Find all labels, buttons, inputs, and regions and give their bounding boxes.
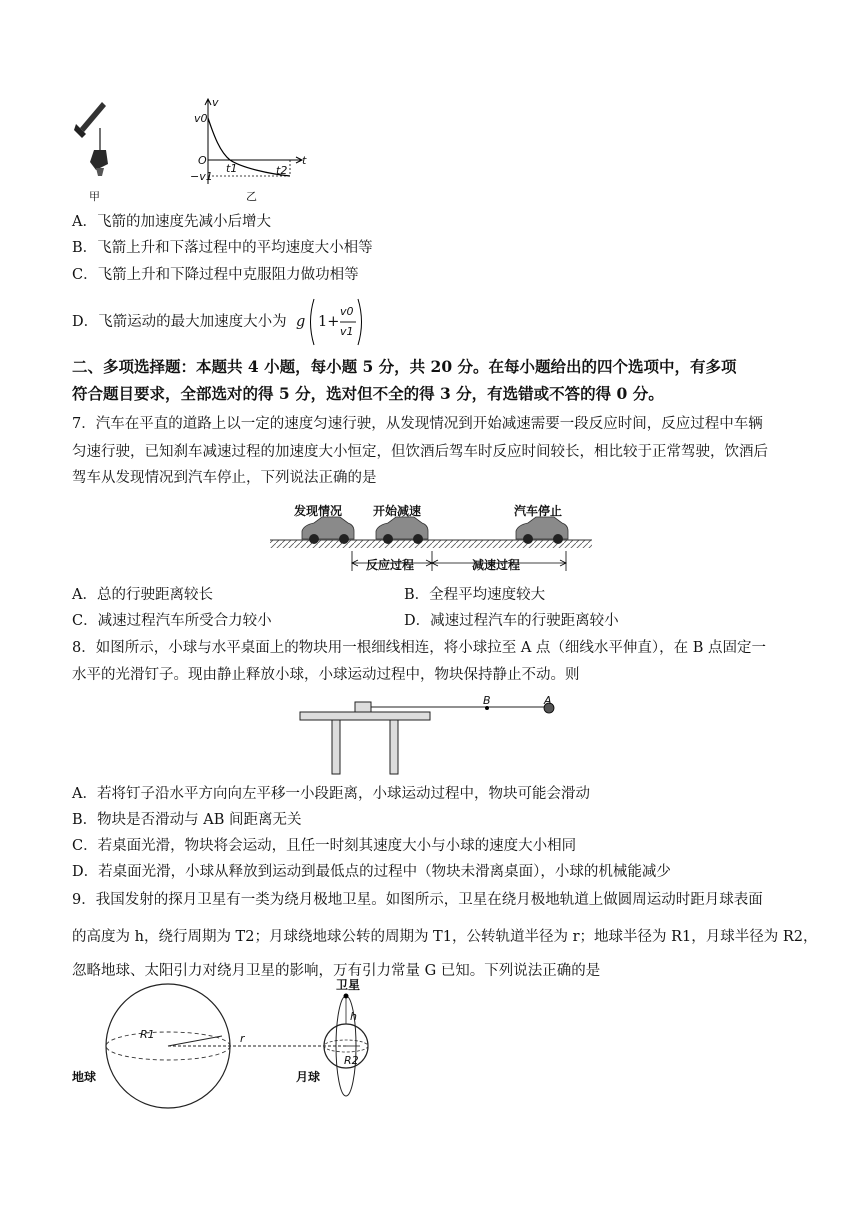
q7-stem-line1: 7．汽车在平直的道路上以一定的速度匀速行驶，从发现情况到开始减速需要一段反应时间，反应过程中车辆: [72, 416, 763, 432]
section2-heading-line1: 二、多项选择题：本题共 4 小题，每小题 5 分，共 20 分。在每小题给出的四个选项中，有多项: [72, 357, 737, 376]
segment-label-reaction: 反应过程: [366, 558, 415, 572]
q7-stem-line3: 驾车从发现情况到汽车停止，下列说法正确的是: [72, 470, 377, 486]
axis-t-label: t: [302, 154, 307, 167]
formula-one-plus: 1+: [318, 314, 340, 330]
q9-stem-line2: 的高度为 h，绕行周期为 T2；月球绕地球公转的周期为 T1，公转轨道半径为 r；地球半径为 R1，月球半径为 R2，: [72, 929, 818, 945]
neg-v1-label: −v1: [190, 170, 213, 183]
earth-moon-diagram: [100, 990, 380, 1120]
satellite-label: 卫星: [336, 978, 361, 992]
formula-g: g: [296, 314, 306, 330]
q6-option-b: B．飞箭上升和下落过程中的平均速度大小相等: [72, 240, 373, 256]
t1-label: t1: [226, 162, 238, 175]
point-b-label: B: [483, 694, 491, 707]
q6-option-d-text: D．飞箭运动的最大加速度大小为: [72, 314, 287, 330]
q9-stem-line1: 9．我国发射的探月卫星有一类为绕月极地卫星。如图所示，卫星在绕月极地轨道上做圆周运动时距月球表面: [72, 892, 763, 908]
q7-option-a: A．总的行驶距离较长: [72, 587, 213, 603]
earth-label: 地球: [72, 1070, 97, 1084]
r-label: r: [240, 1032, 245, 1045]
q6-option-c: C．飞箭上升和下降过程中克服阻力做功相等: [72, 267, 359, 283]
v0-label: v0: [194, 112, 208, 125]
q9-stem-line3: 忽略地球、太阳引力对绕月卫星的影响，万有引力常量 G 已知。下列说法正确的是: [72, 963, 601, 979]
axis-v-label: v: [212, 96, 219, 109]
segment-label-braking: 减速过程: [472, 558, 521, 572]
section2-heading-line2: 符合题目要求，全部选对的得 5 分，选对但不全的得 3 分，有选错或不答的得 0 分。: [72, 384, 664, 403]
car-label-stop: 汽车停止: [514, 504, 563, 518]
q8-option-c: C．若桌面光滑，物块将会运动，且任一时刻其速度大小与小球的速度大小相同: [72, 838, 577, 854]
q8-option-b: B．物块是否滑动与 AB 间距离无关: [72, 812, 302, 828]
q8-stem-line2: 水平的光滑钉子。现由静止释放小球，小球运动过程中，物块保持静止不动。则: [72, 667, 580, 683]
r2-label: R2: [344, 1054, 359, 1067]
q7-stem-line2: 匀速行驶，已知刹车减速过程的加速度大小恒定，但饮酒后驾车时反应时间较长，相比较于正常驾驶，饮酒后: [72, 444, 768, 460]
r1-label: R1: [140, 1028, 155, 1041]
flying-arrow-illustration: [70, 98, 120, 188]
table-string-illustration: [298, 694, 560, 776]
q8-option-d: D．若桌面光滑，小球从释放到运动到最低点的过程中（物块未滑离桌面），小球的机械能减少: [72, 864, 671, 880]
origin-label: O: [198, 154, 207, 167]
q7-option-d: D．减速过程汽车的行驶距离较小: [404, 613, 619, 629]
moon-label: 月球: [296, 1070, 321, 1084]
q8-stem-line1: 8．如图所示，小球与水平桌面上的物块用一根细线相连，将小球拉至 A 点（细线水平伸直），在 B 点固定一: [72, 640, 767, 656]
formula-numerator: v0: [340, 305, 354, 318]
formula-denominator: v1: [340, 325, 354, 338]
car-label-decelerate: 开始减速: [373, 504, 422, 518]
h-label: h: [350, 1010, 357, 1023]
car-label-discover: 发现情况: [294, 504, 343, 518]
t2-label: t2: [276, 164, 288, 177]
fig-label-yi: 乙: [246, 190, 257, 203]
q8-option-a: A．若将钉子沿水平方向向左平移一小段距离，小球运动过程中，物块可能会滑动: [72, 786, 590, 802]
point-a-label: A: [544, 694, 552, 707]
fig-label-jia: 甲: [89, 190, 100, 203]
q7-option-b: B．全程平均速度较大: [404, 587, 546, 603]
q7-option-c: C．减速过程汽车所受合力较小: [72, 613, 272, 629]
q6-option-a: A．飞箭的加速度先减小后增大: [72, 214, 271, 230]
